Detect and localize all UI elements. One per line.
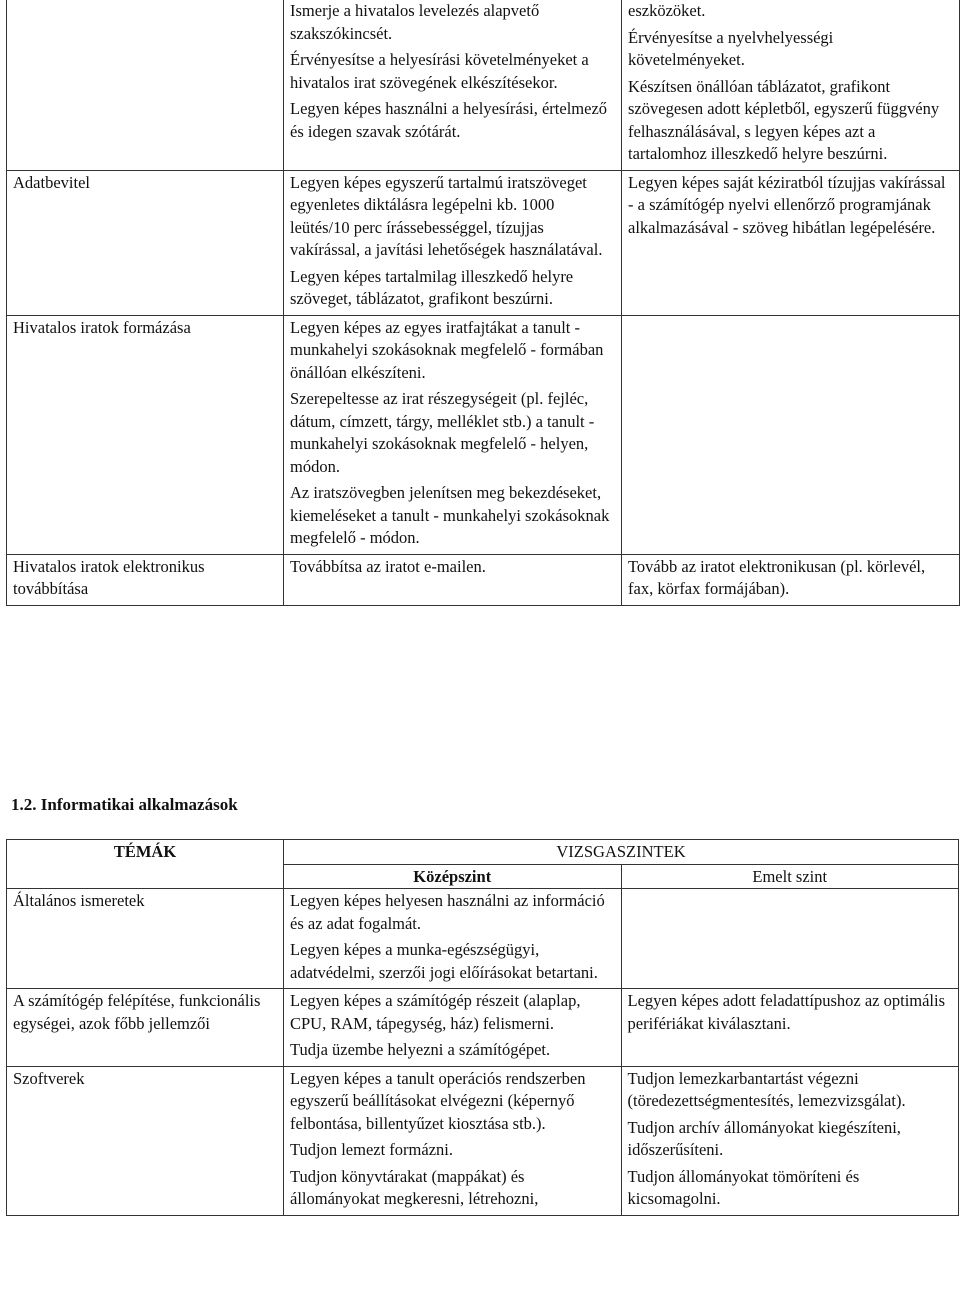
- mid-level-cell: [284, 554, 622, 605]
- mid-level-cell: [284, 0, 622, 170]
- mid-level-cell: [284, 989, 622, 1067]
- topics-header: TÉMÁK: [7, 840, 284, 889]
- table-row: [7, 315, 960, 554]
- mid-level-cell: [284, 315, 622, 554]
- table-header-row: [7, 840, 959, 865]
- requirement-text: Tudjon lemezt formázni.: [290, 1140, 453, 1159]
- advanced-level-header: Emelt szint: [621, 864, 959, 889]
- requirement-text: Legyen képes saját kéziratból tízujjas vakírással - a számítógép nyelvi ellenőrző programjának alkalmazásával - szöveg hibátlan legépelésére.: [628, 172, 946, 237]
- requirement-text: Tudjon állományokat tömöríteni és kicsomagolni.: [627, 1166, 860, 1208]
- topic-cell: Adatbevitel: [7, 170, 284, 315]
- advanced-level-cell: [622, 315, 960, 554]
- requirement-text: Készítsen önállóan táblázatot, grafikont szövegesen adott képletből, egyszerű függvény felhasználásával, s legyen képes azt a tartalomhoz illeszkedő helyre beszúrni.: [628, 76, 940, 163]
- advanced-level-cell: [622, 0, 960, 170]
- requirement-text: Legyen képes helyesen használni az információ és az adat fogalmát.: [290, 891, 605, 933]
- requirement-text: Továbbítsa az iratot e-mailen.: [290, 556, 486, 576]
- advanced-level-cell: [622, 554, 960, 605]
- requirement-text: Legyen képes adott feladattípushoz az optimális perifériákat kiválasztani.: [627, 991, 946, 1033]
- requirement-text: Érvényesítse a helyesírási követelményeket a hivatalos irat szövegének elkészítésekor.: [290, 50, 589, 92]
- table-row: [7, 170, 960, 315]
- table-row: [7, 554, 960, 605]
- requirement-text: Legyen képes a munka-egészségügyi, adatvédelmi, szerzői jogi előírásokat betartani.: [290, 940, 598, 982]
- advanced-level-cell: [621, 989, 959, 1067]
- requirement-text: Legyen képes az egyes iratfajtákat a tanult - munkahelyi szokásoknak megfelelő - formában önállóan elkészíteni.: [290, 317, 604, 382]
- exam-levels-header: VIZSGASZINTEK: [284, 840, 959, 865]
- requirement-text: Legyen képes használni a helyesírási, értelmező és idegen szavak szótárát.: [290, 99, 608, 141]
- topic-cell: Hivatalos iratok formázása: [7, 315, 284, 554]
- requirement-text: Az iratszövegben jelenítsen meg bekezdéseket, kiemeléseket a tanult - munkahelyi szokásoknak megfelelő - módon.: [290, 483, 610, 547]
- requirement-text: eszközöket.: [628, 1, 706, 20]
- requirement-text: Tovább az iratot elektronikusan (pl. körlevél, fax, körfax formájában).: [628, 556, 926, 598]
- advanced-level-cell: [621, 889, 959, 989]
- advanced-level-cell: [622, 170, 960, 315]
- exam-requirements-table-2: [6, 839, 959, 1216]
- table-row: [7, 989, 959, 1067]
- requirement-text: Legyen képes tartalmilag illeszkedő helyre szöveget, táblázatot, grafikont beszúrni.: [290, 266, 574, 308]
- requirement-text: Érvényesítse a nyelvhelyességi követelményeket.: [628, 27, 834, 69]
- mid-level-cell: [284, 889, 622, 989]
- requirement-text: Tudjon könyvtárakat (mappákat) és állományokat megkeresni, létrehozni,: [290, 1166, 539, 1208]
- requirement-text: Tudjon archív állományokat kiegészíteni, időszerűsíteni.: [627, 1117, 901, 1159]
- exam-requirements-table-1: [6, 0, 960, 606]
- topic-cell: [7, 0, 284, 170]
- topic-cell: Hivatalos iratok elektronikus továbbítása: [7, 554, 284, 605]
- topic-cell: Szoftverek: [7, 1066, 284, 1215]
- section-title: 1.2. Informatikai alkalmazások: [11, 795, 238, 814]
- mid-level-header: Középszint: [284, 864, 622, 889]
- requirement-text: Legyen képes a tanult operációs rendszerben egyszerű beállításokat elvégezni (képernyő felbontása, billentyűzet kiosztása stb.).: [290, 1068, 586, 1133]
- requirement-text: Tudjon lemezkarbantartást végezni (töredezettségmentesítés, lemezvizsgálat).: [627, 1068, 906, 1110]
- mid-level-cell: [284, 1066, 622, 1215]
- requirement-text: Szerepeltesse az irat részegységeit (pl. fejléc, dátum, címzett, tárgy, melléklet stb.) a tanult - munkahelyi szokásoknak megfelelő - helyen, módon.: [290, 389, 595, 476]
- requirement-text: Ismerje a hivatalos levelezés alapvető szakszókincsét.: [290, 1, 540, 43]
- table-row: [7, 0, 960, 170]
- table-row: [7, 1066, 959, 1215]
- advanced-level-cell: [621, 1066, 959, 1215]
- requirement-text: Tudja üzembe helyezni a számítógépet.: [290, 1040, 551, 1059]
- table-row: [7, 889, 959, 989]
- topic-cell: Általános ismeretek: [7, 889, 284, 989]
- topic-cell: A számítógép felépítése, funkcionális egységei, azok főbb jellemzői: [7, 989, 284, 1067]
- requirement-text: Legyen képes egyszerű tartalmú iratszöveget egyenletes diktálásra legépelni kb. 1000 leütés/10 perc írássebességgel, tízujjas vakírással, a javítási lehetőségek használatával.: [290, 172, 603, 259]
- requirement-text: Legyen képes a számítógép részeit (alaplap, CPU, RAM, tápegység, ház) felismerni.: [290, 991, 581, 1033]
- mid-level-cell: [284, 170, 622, 315]
